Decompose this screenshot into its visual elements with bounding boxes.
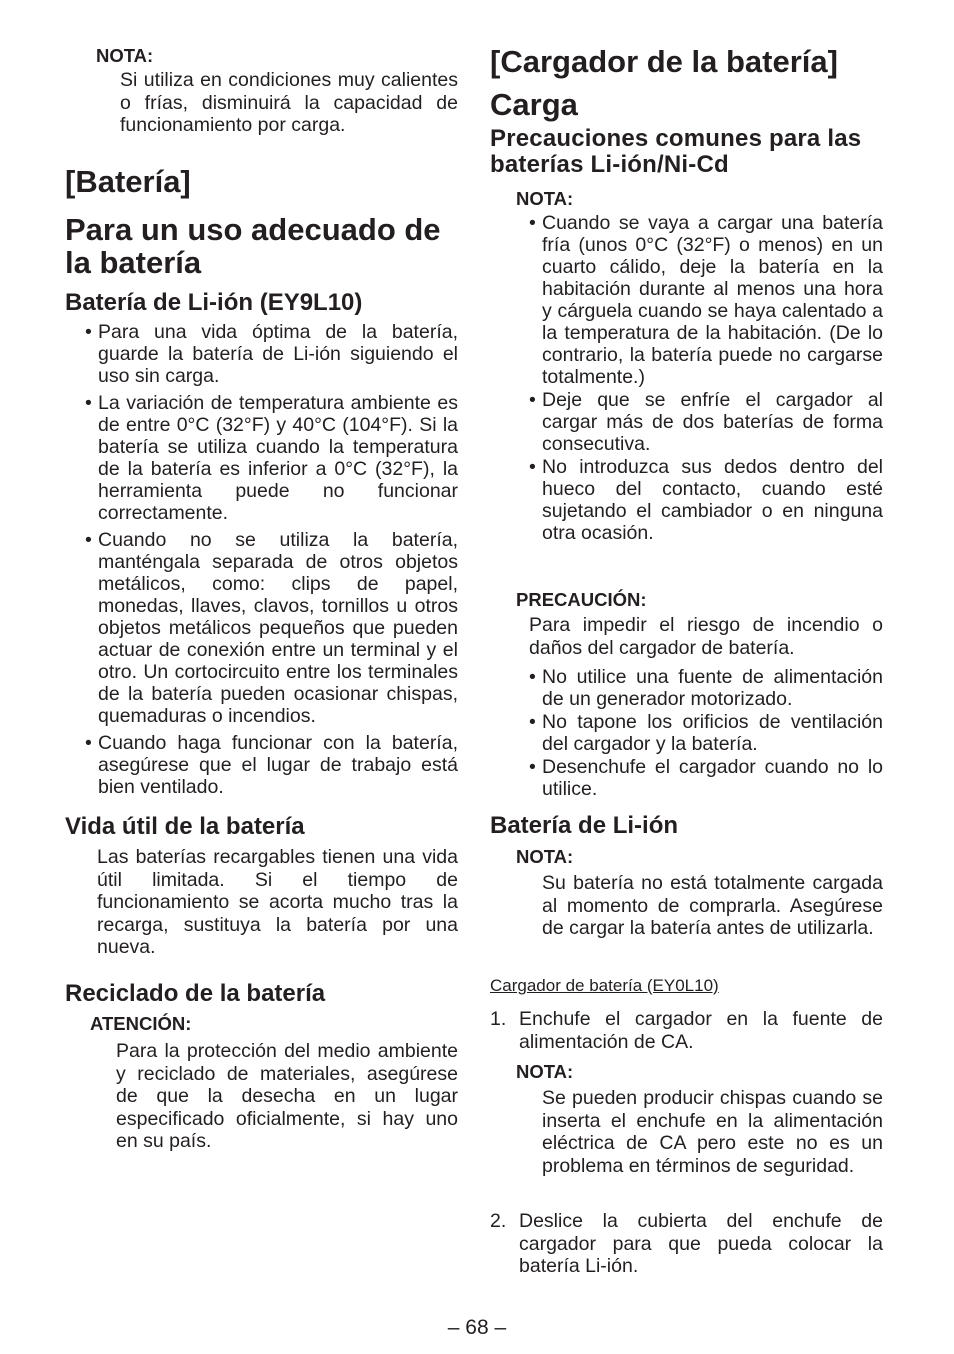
page-number: – 68 – [447, 1316, 507, 1339]
cargador-link[interactable]: Cargador de batería (EY0L10) [490, 976, 719, 995]
precauciones-heading: Precauciones comunes para las baterías Li-ión/Ni-Cd [490, 125, 862, 178]
step-number: 2. [490, 1210, 507, 1232]
step-item [490, 1210, 883, 1278]
list-item: • Cuando se vaya a cargar una batería fría (unos 0°C (32°F) o menos) en un cuarto cálido, deje la batería en la habitación durante al menos una hora y cárguela cuando se haya calentado a la temperatura de la habitación. (De lo contrario, la batería puede no cargarse totalmente.) [529, 212, 883, 388]
nota-text: Si utiliza en condiciones muy calientes o frías, disminuirá la capacidad de funcionamiento por carga. [120, 69, 458, 136]
list-item: • Desenchufe el cargador cuando no lo utilice. [529, 756, 883, 800]
list-item: • La variación de temperatura ambiente es de entre 0°C (32°F) y 40°C (104°F). Si la batería se utiliza cuando la temperatura de la batería es inferior a 0°C (32°F), la herramienta puede no funcionar correctamente. [85, 392, 458, 524]
atencion-text: Para la protección del medio ambiente y reciclado de materiales, asegúrese de que la desecha en un lugar especificado oficialmente, si hay uno en su país. [116, 1040, 458, 1152]
nota-label: NOTA: [96, 45, 154, 66]
section-heading-carga: Carga [490, 87, 578, 122]
section-heading-uso: Para un uso adecuado de la batería [65, 212, 441, 280]
precaucion-text: Para impedir el riesgo de incendio o daños del cargador de batería. [529, 614, 883, 659]
nota-bullet-list [529, 212, 883, 544]
step-number: 1. [490, 1008, 507, 1030]
li-ion-bullet-list [85, 321, 458, 798]
list-item: • Cuando no se utiliza la batería, manténgala separada de otros objetos metálicos, como: clips de papel, monedas, llaves, clavos, tornillos u otros objetos metálicos pequeños que pueden actuar de conexión entre un terminal y el otro. Un cortocircuito entre los terminales de la batería pueden ocasionar chispas, quemaduras o incendios. [85, 529, 458, 727]
precaucion-bullet-list [529, 666, 883, 800]
list-item: • No tapone los orificios de ventilación del cargador y la batería. [529, 711, 883, 755]
nota-label: NOTA: [516, 188, 574, 209]
nota-label: NOTA: [516, 846, 574, 867]
nota-text: Se pueden producir chispas cuando se inserta el enchufe en la alimentación eléctrica de CA pero este no es un problema en términos de seguridad. [542, 1087, 883, 1177]
vida-text: Las baterías recargables tienen una vida útil limitada. Si el tiempo de funcionamiento se acorta mucho tras la recarga, sustituya la batería por una nueva. [97, 846, 458, 958]
list-item: • Para una vida óptima de la batería, guarde la batería de Li-ión siguiendo el uso sin carga. [85, 321, 458, 387]
step-item [490, 1008, 883, 1053]
step-text: Deslice la cubierta del enchufe de cargador para que pueda colocar la batería Li-ión. [519, 1210, 883, 1277]
precaucion-label: PRECAUCIÓN: [516, 589, 647, 610]
list-item: • No introduzca sus dedos dentro del hueco del contacto, cuando esté sujetando el cambiador o en ninguna otra ocasión. [529, 456, 883, 544]
list-item: • No utilice una fuente de alimentación de un generador motorizado. [529, 666, 883, 710]
steps-list [490, 1008, 883, 1053]
steps-list [490, 1210, 883, 1278]
list-item: • Deje que se enfríe el cargador al cargar más de dos baterías de forma consecutiva. [529, 389, 883, 455]
section-heading-cargador: [Cargador de la batería] [490, 44, 838, 79]
vida-heading: Vida útil de la batería [65, 813, 305, 840]
step-text: Enchufe el cargador en la fuente de alimentación de CA. [519, 1008, 883, 1053]
reciclado-heading: Reciclado de la batería [65, 980, 326, 1007]
li-ion-heading: Batería de Li-ión [490, 812, 679, 839]
li-ion-heading: Batería de Li-ión (EY9L10) [65, 289, 363, 316]
nota-text: Su batería no está totalmente cargada al momento de comprarla. Asegúrese de cargar la batería antes de utilizarla. [542, 872, 883, 939]
list-item: • Cuando haga funcionar con la batería, asegúrese que el lugar de trabajo está bien ventilado. [85, 732, 458, 798]
atencion-label: ATENCIÓN: [90, 1013, 192, 1034]
section-heading-bateria: [Batería] [65, 164, 191, 199]
nota-label: NOTA: [516, 1061, 574, 1082]
